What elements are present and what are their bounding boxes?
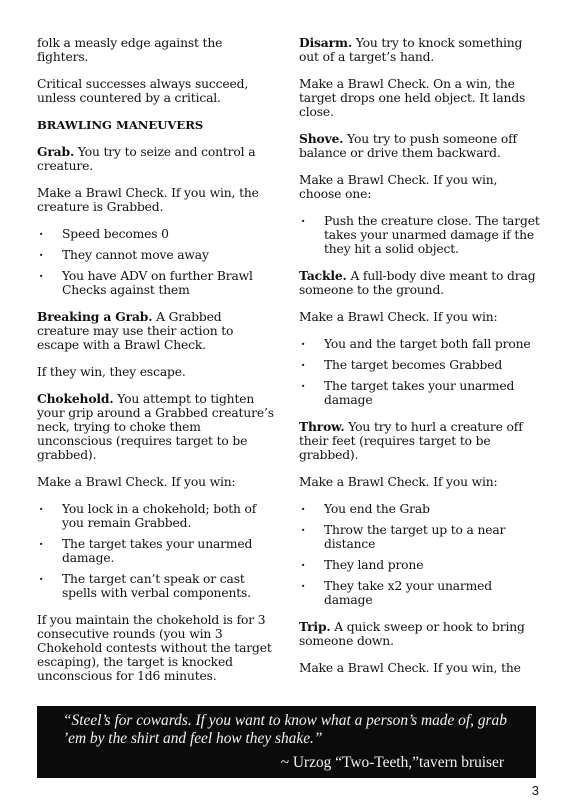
quote-attribution: ~ Urzog “Two-Teeth,”tavern bruiser [280, 754, 504, 771]
list-item: · They land prone [299, 558, 541, 572]
list-item: · They take x2 your unarmed damage [299, 579, 541, 607]
grab-title: Grab. [37, 144, 75, 159]
breaking-grab-description: Breaking a Grab. A Grabbed creature may use their action to escape with a Brawl Check. [37, 309, 234, 352]
critical-rule-paragraph: Critical successes always succeed, unless countered by a critical. [37, 77, 249, 105]
list-item: · You lock in a chokehold; both of you remain Grabbed. [37, 502, 277, 530]
tackle-description: Tackle. A full-body dive meant to drag someone to the ground. [299, 268, 536, 297]
section-heading: BRAWLING MANEUVERS [37, 118, 204, 132]
list-item: · The target takes your unarmed damage. [37, 537, 277, 565]
right-column [299, 36, 541, 688]
tackle-title: Tackle. [299, 268, 347, 283]
grab-check: Make a Brawl Check. If you win, the creature is Grabbed. [37, 186, 259, 214]
tackle-check: Make a Brawl Check. If you win: [299, 310, 498, 324]
trip-title: Trip. [299, 619, 331, 634]
disarm-check: Make a Brawl Check. On a win, the target drops one held object. It lands close. [299, 77, 526, 119]
disarm-title: Disarm. [299, 35, 352, 50]
breaking-grab-result: If they win, they escape. [37, 365, 186, 379]
throw-check: Make a Brawl Check. If you win: [299, 475, 498, 489]
list-item: · Speed becomes 0 [37, 227, 277, 241]
list-item: · You end the Grab [299, 502, 541, 516]
trip-check: Make a Brawl Check. If you win, the [299, 661, 521, 675]
chokehold-check: Make a Brawl Check. If you win: [37, 475, 236, 489]
chokehold-extra: If you maintain the chokehold is for 3 consecutive rounds (you win 3 Chokehold contests without the target escaping), the target is knocked unconscious for 1d6 minutes. [37, 613, 272, 683]
throw-effects-list [299, 502, 541, 607]
grab-description: Grab. You try to seize and control a creature. [37, 144, 256, 173]
intro-paragraph: folk a measly edge against the fighters. [37, 36, 223, 64]
trip-description: Trip. A quick sweep or hook to bring someone down. [299, 619, 525, 648]
list-item: · They cannot move away [37, 248, 277, 262]
chokehold-effects-list [37, 502, 277, 600]
page-number: 3 [531, 783, 539, 798]
breaking-grab-title: Breaking a Grab. [37, 309, 153, 324]
throw-description: Throw. You try to hurl a creature off their feet (requires target to be grabbed). [299, 419, 523, 462]
quote-text: “Steel’s for cowards. If you want to know what a person’s made of, grab ’em by the shirt and feel how they shake.” [63, 712, 507, 747]
chokehold-description: Chokehold. You attempt to tighten your grip around a Grabbed creature’s neck, trying to choke them unconscious (requires target to be grabbed). [37, 391, 274, 462]
chokehold-title: Chokehold. [37, 391, 114, 406]
shove-title: Shove. [299, 131, 344, 146]
shove-effects-list [299, 214, 541, 256]
quote-box [37, 706, 536, 778]
shove-description: Shove. You try to push someone off balance or drive them backward. [299, 131, 517, 160]
throw-title: Throw. [299, 419, 345, 434]
list-item: · The target takes your unarmed damage [299, 379, 541, 407]
list-item: · You and the target both fall prone [299, 337, 541, 351]
disarm-description: Disarm. You try to knock something out of a target’s hand. [299, 35, 523, 64]
grab-effects-list [37, 227, 277, 297]
list-item: · Push the creature close. The target takes your unarmed damage if the they hit a solid object. [299, 214, 541, 256]
shove-check: Make a Brawl Check. If you win, choose one: [299, 173, 498, 201]
left-column [37, 36, 277, 696]
tackle-effects-list [299, 337, 541, 407]
list-item: · Throw the target up to a near distance [299, 523, 541, 551]
list-item: · The target becomes Grabbed [299, 358, 541, 372]
list-item: · You have ADV on further Brawl Checks against them [37, 269, 277, 297]
list-item: · The target can’t speak or cast spells with verbal components. [37, 572, 277, 600]
